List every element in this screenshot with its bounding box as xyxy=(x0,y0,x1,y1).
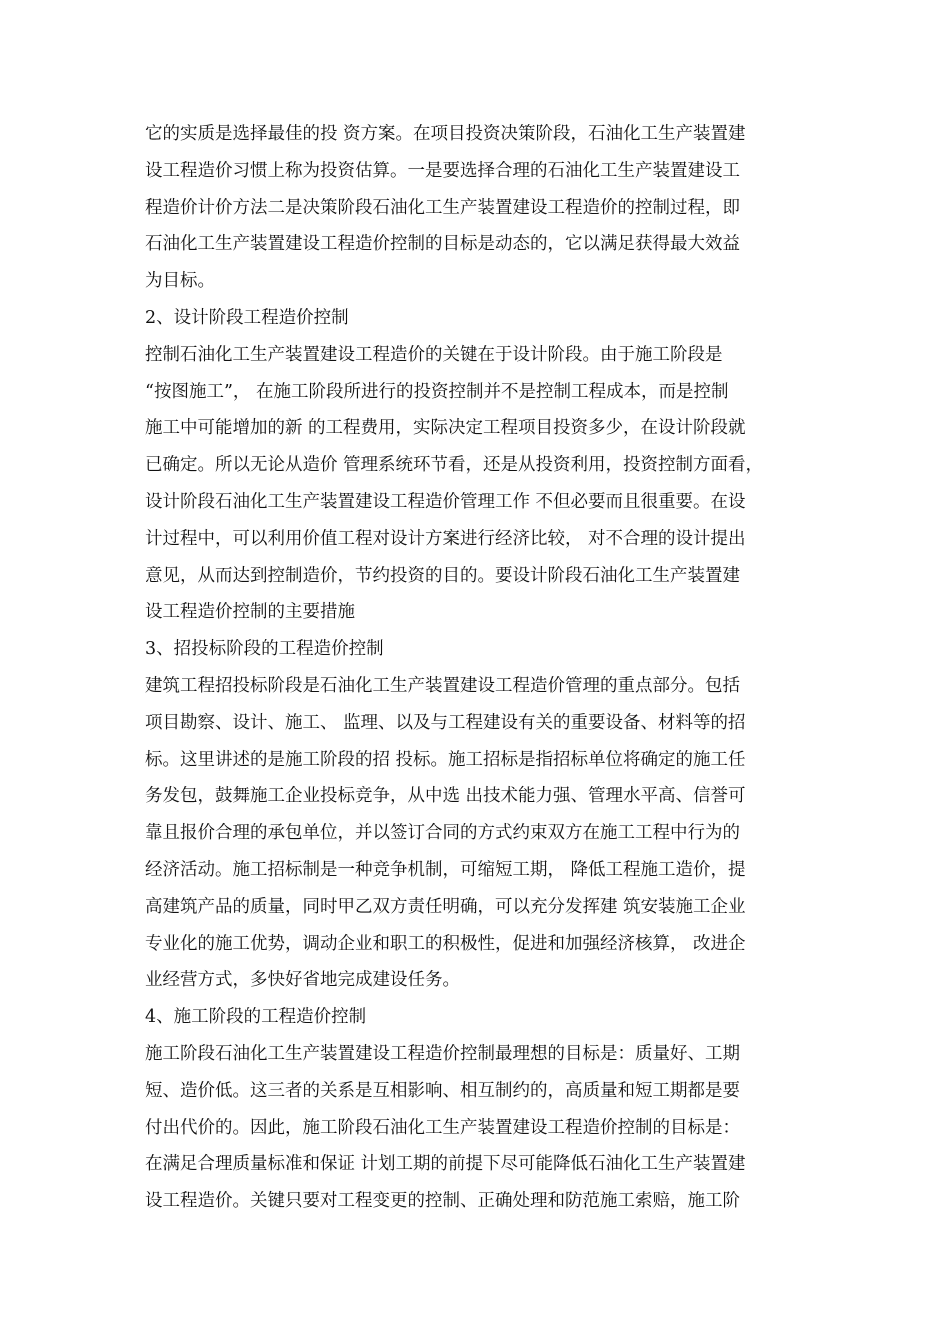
text-line: 设工程造价控制的主要措施 xyxy=(145,602,355,623)
document-body xyxy=(145,116,810,1220)
text-line: “按图施工”， 在施工阶段所进行的投资控制并不是控制工程成本，而是控制 xyxy=(145,381,729,402)
section-heading: 2、设计阶段工程造价控制 xyxy=(145,307,349,328)
text-line: 务发包，鼓舞施工企业投标竞争，从中选 出技术能力强、管理水平高、信誉可 xyxy=(145,786,746,807)
text-line: 计过程中，可以利用价值工程对设计方案进行经济比较， 对不合理的设计提出 xyxy=(145,528,746,549)
text-line: 标。这里讲述的是施工阶段的招 投标。施工招标是指招标单位将确定的施工任 xyxy=(145,749,746,770)
text-line: 设计阶段石油化工生产装置建设工程造价管理工作 不但必要而且很重要。在设 xyxy=(145,491,746,512)
text-line: 它的实质是选择最佳的投 资方案。在项目投资决策阶段，石油化工生产装置建 xyxy=(145,124,746,144)
text-line: 施工阶段石油化工生产装置建设工程造价控制最理想的目标是：质量好、工期 xyxy=(145,1043,740,1064)
text-line: 建筑工程招投标阶段是石油化工生产装置建设工程造价管理的重点部分。包括 xyxy=(145,675,740,696)
text-line: 为目标。 xyxy=(145,271,215,292)
text-line: 业经营方式，多快好省地完成建设任务。 xyxy=(145,970,460,991)
text-line: 控制石油化工生产装置建设工程造价的关键在于设计阶段。由于施工阶段是 xyxy=(145,344,723,365)
text-line: 已确定。所以无论从造价 管理系统环节看，还是从投资利用，投资控制方面看， xyxy=(145,455,764,476)
text-line: 设工程造价习惯上称为投资估算。一是要选择合理的石油化工生产装置建设工 xyxy=(145,160,740,181)
text-line: 付出代价的。因此，施工阶段石油化工生产装置建设工程造价控制的目标是： xyxy=(145,1117,740,1138)
text-line: 石油化工生产装置建设工程造价控制的目标是动态的，它以满足获得最大效益 xyxy=(145,234,740,255)
text-line: 在满足合理质量标准和保证 计划工期的前提下尽可能降低石油化工生产装置建 xyxy=(145,1154,746,1175)
text-line: 经济活动。施工招标制是一种竞争机制，可缩短工期， 降低工程施工造价，提 xyxy=(145,859,746,880)
text-line: 专业化的施工优势，调动企业和职工的积极性，促进和加强经济核算， 改进企 xyxy=(145,933,746,954)
text-line: 高建筑产品的质量，同时甲乙双方责任明确，可以充分发挥建 筑安装施工企业 xyxy=(145,896,746,917)
text-line: 靠且报价合理的承包单位，并以签订合同的方式约束双方在施工工程中行为的 xyxy=(145,823,740,844)
text-line: 施工中可能增加的新 的工程费用，实际决定工程项目投资多少，在设计阶段就 xyxy=(145,418,746,439)
text-line: 意见，从而达到控制造价，节约投资的目的。要设计阶段石油化工生产装置建 xyxy=(145,565,740,586)
text-line: 项目勘察、设计、施工、 监理、以及与工程建设有关的重要设备、材料等的招 xyxy=(145,712,746,733)
text-line: 程造价计价方法二是决策阶段石油化工生产装置建设工程造价的控制过程，即 xyxy=(145,197,740,218)
section-heading: 4、施工阶段的工程造价控制 xyxy=(145,1007,367,1028)
text-line: 设工程造价。关键只要对工程变更的控制、正确处理和防范施工索赔，施工阶 xyxy=(145,1191,740,1212)
section-heading: 3、招投标阶段的工程造价控制 xyxy=(145,639,384,660)
text-line: 短、造价低。这三者的关系是互相影响、相互制约的，高质量和短工期都是要 xyxy=(145,1080,740,1101)
